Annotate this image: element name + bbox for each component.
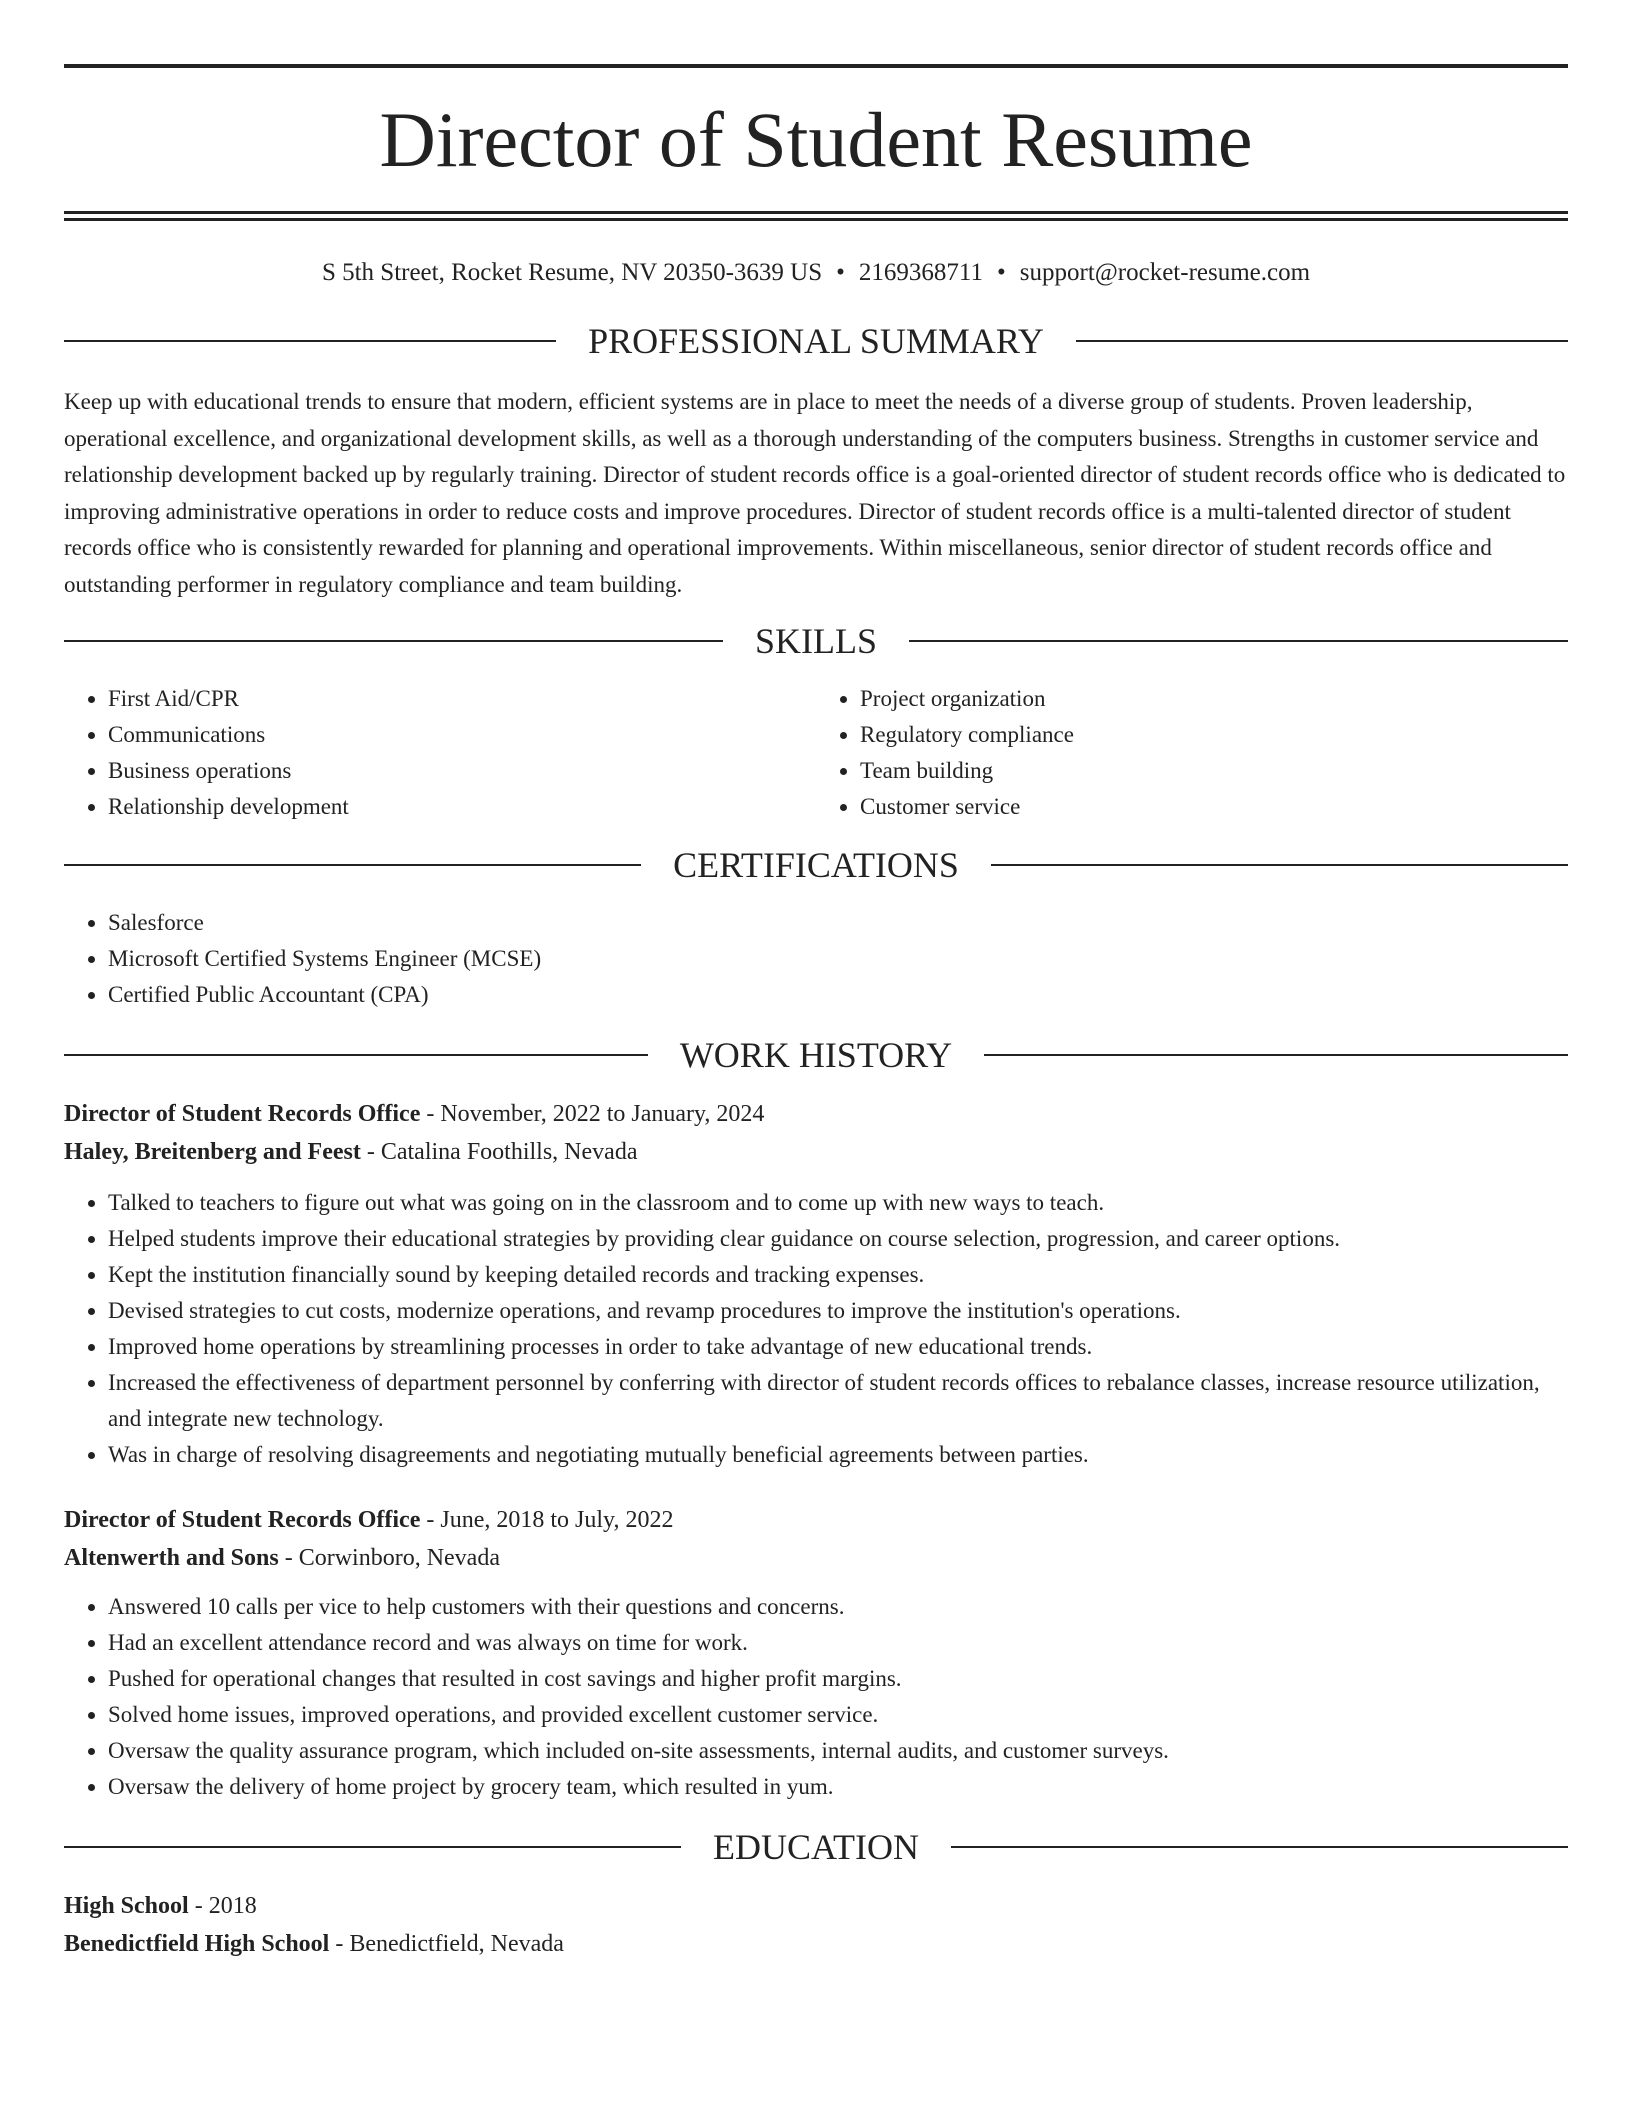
job-company: Altenwerth and Sons — [64, 1545, 279, 1571]
job-bullet: • Oversaw the delivery of home project by grocery team, which resulted in yum. — [108, 1769, 1568, 1805]
education-degree: High School — [64, 1893, 189, 1919]
education-school-line — [64, 1925, 1568, 1963]
education-year: - 2018 — [188, 1893, 257, 1919]
job-bullet: • Improved home operations by streamlining processes in order to take advantage of new educational trends. — [108, 1329, 1568, 1365]
job-location: - Catalina Foothills, Nevada — [360, 1139, 638, 1165]
job-bullet: • Increased the effectiveness of department personnel by conferring with director of student records offices to rebalance classes, increase resource utilization, and integrate new technology. — [108, 1365, 1568, 1437]
job-entry — [64, 1501, 1568, 1805]
section-heading-education — [64, 1829, 1568, 1865]
summary-text: Keep up with educational trends to ensure that modern, efficient systems are in place to meet the needs of a diverse group of students. Proven leadership, operational excellence, and organizational development skills, as well as a thorough understanding of the computers business. Strengths in customer service and relationship development backed up by regularly training. Director of student records office is a goal-oriented director of student records office who is dedicated to improving administrative operations in order to reduce costs and improve procedures. Director of student records office is a multi-talented director of student records office who is consistently rewarded for planning and operational improvements. Within miscellaneous, senior director of student records office and outstanding performer in regulatory compliance and team building. — [64, 389, 1566, 597]
section-heading-skills — [64, 623, 1568, 659]
section-heading-work-history — [64, 1037, 1568, 1073]
job-bullet: • Oversaw the quality assurance program, which included on-site assessments, internal audits, and customer surveys. — [108, 1733, 1568, 1769]
resume-page — [64, 64, 1568, 1963]
job-bullets — [64, 1185, 1568, 1473]
skills-list-left — [64, 681, 816, 825]
job-title-line — [64, 1095, 1568, 1133]
job-company-line — [64, 1539, 1568, 1577]
contact-email: support@rocket-resume.com — [1019, 259, 1311, 286]
skill-item: • Customer service — [860, 789, 1568, 825]
education-degree-line — [64, 1887, 1568, 1925]
job-bullet: • Answered 10 calls per vice to help customers with their questions and concerns. — [108, 1589, 1568, 1625]
contact-address: S 5th Street, Rocket Resume, NV 20350-3639 US — [321, 259, 823, 286]
section-title: PROFESSIONAL SUMMARY — [588, 321, 1044, 361]
certification-item: • Microsoft Certified Systems Engineer (MCSE) — [108, 941, 1568, 977]
education-school: Benedictfield High School — [64, 1931, 330, 1957]
job-title: Director of Student Records Office — [64, 1101, 421, 1127]
certification-item: • Salesforce — [108, 905, 1568, 941]
skills-list-right — [816, 681, 1568, 825]
contact-separator: • — [836, 259, 845, 286]
job-entry — [64, 1095, 1568, 1473]
skills-columns — [64, 681, 1568, 825]
skill-item: • Relationship development — [108, 789, 816, 825]
job-location: - Corwinboro, Nevada — [278, 1545, 500, 1571]
section-title: CERTIFICATIONS — [673, 845, 959, 885]
job-dates: - November, 2022 to January, 2024 — [420, 1101, 765, 1127]
title-double-rule — [64, 211, 1568, 221]
skill-item: • Business operations — [108, 753, 816, 789]
skill-item: • Project organization — [860, 681, 1568, 717]
education-location: - Benedictfield, Nevada — [329, 1931, 564, 1957]
job-company-line — [64, 1133, 1568, 1171]
education-entry — [64, 1887, 1568, 1963]
certifications-list — [64, 905, 1568, 1013]
job-bullet: • Was in charge of resolving disagreements and negotiating mutually beneficial agreements between parties. — [108, 1437, 1568, 1473]
section-heading-certifications — [64, 847, 1568, 883]
skill-item: • Team building — [860, 753, 1568, 789]
section-title: WORK HISTORY — [679, 1035, 953, 1075]
job-bullets — [64, 1589, 1568, 1805]
job-bullet: • Talked to teachers to figure out what was going on in the classroom and to come up with new ways to teach. — [108, 1185, 1568, 1221]
page-title: Director of Student Resume — [379, 95, 1253, 183]
job-company: Haley, Breitenberg and Feest — [64, 1139, 361, 1165]
job-bullet: • Helped students improve their educational strategies by providing clear guidance on course selection, progression, and career options. — [108, 1221, 1568, 1257]
job-bullet: • Pushed for operational changes that resulted in cost savings and higher profit margins. — [108, 1661, 1568, 1697]
job-title: Director of Student Records Office — [64, 1507, 421, 1533]
job-title-line — [64, 1501, 1568, 1539]
contact-line — [64, 257, 1568, 289]
job-bullet: • Had an excellent attendance record and was always on time for work. — [108, 1625, 1568, 1661]
certification-item: • Certified Public Accountant (CPA) — [108, 977, 1568, 1013]
section-title: SKILLS — [755, 621, 878, 661]
job-bullet: • Devised strategies to cut costs, modernize operations, and revamp procedures to improve the institution's operations. — [108, 1293, 1568, 1329]
job-bullet: • Kept the institution financially sound by keeping detailed records and tracking expenses. — [108, 1257, 1568, 1293]
skill-item: • Communications — [108, 717, 816, 753]
skill-item: • First Aid/CPR — [108, 681, 816, 717]
contact-separator: • — [997, 259, 1006, 286]
section-heading-summary — [64, 323, 1568, 359]
section-title: EDUCATION — [713, 1827, 919, 1867]
contact-phone: 2169368711 — [858, 259, 983, 286]
job-dates: - June, 2018 to July, 2022 — [420, 1507, 674, 1533]
skill-item: • Regulatory compliance — [860, 717, 1568, 753]
job-bullet: • Solved home issues, improved operations, and provided excellent customer service. — [108, 1697, 1568, 1733]
